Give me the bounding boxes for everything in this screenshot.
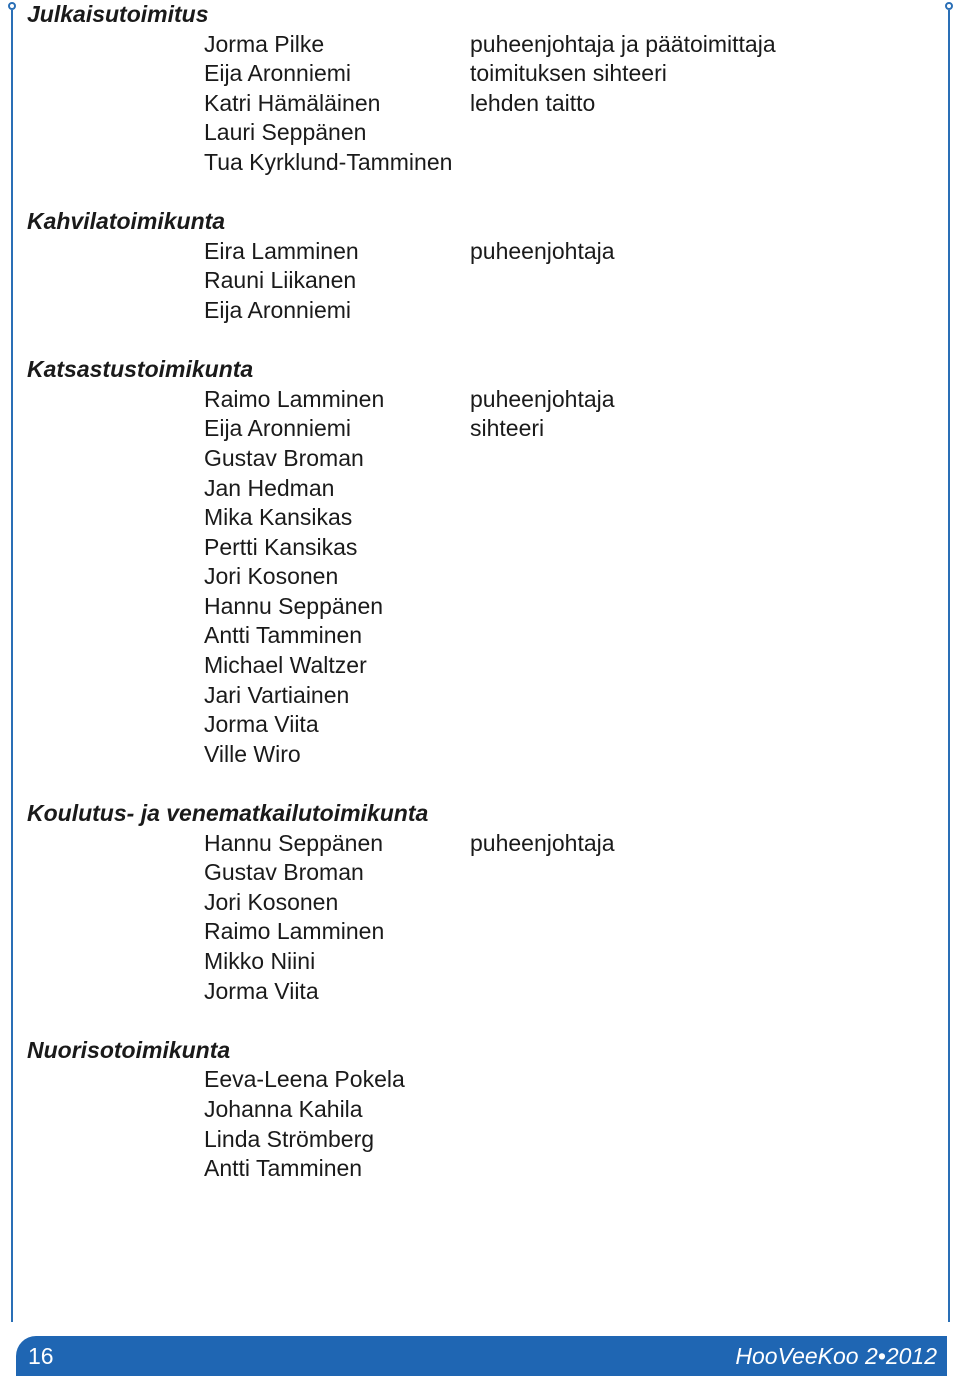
member-name: Eira Lamminen xyxy=(204,237,359,264)
member-role xyxy=(470,947,940,977)
member-name: Raimo Lamminen xyxy=(204,385,385,412)
page-number: 16 xyxy=(28,1343,54,1369)
member-row xyxy=(0,858,940,888)
member-name: Antti Tamminen xyxy=(204,1155,363,1182)
member-name: Gustav Broman xyxy=(204,444,364,471)
member-row xyxy=(0,474,940,504)
member-role xyxy=(470,651,940,681)
member-name: Eija Aronniemi xyxy=(204,60,352,87)
committee-section xyxy=(0,355,940,769)
member-role xyxy=(470,533,940,563)
member-name: Jari Vartiainen xyxy=(204,681,350,708)
member-row xyxy=(0,917,940,947)
member-name: Raimo Lamminen xyxy=(204,918,385,945)
frame-corner-dot-right xyxy=(945,2,953,10)
member-name: Hannu Seppänen xyxy=(204,829,384,856)
member-row xyxy=(0,118,940,148)
member-name: Antti Tamminen xyxy=(204,622,363,649)
member-role: sihteeri xyxy=(470,415,545,442)
member-role xyxy=(470,266,940,296)
member-row xyxy=(0,385,940,415)
member-row xyxy=(0,977,940,1007)
committee-section xyxy=(0,1036,940,1184)
member-role xyxy=(470,503,940,533)
member-role: puheenjohtaja xyxy=(470,385,615,412)
member-name: Jori Kosonen xyxy=(204,888,339,915)
member-role xyxy=(470,1065,940,1095)
member-name: Jori Kosonen xyxy=(204,563,339,590)
member-row xyxy=(0,592,940,622)
member-row xyxy=(0,681,940,711)
member-role xyxy=(470,474,940,504)
member-role: puheenjohtaja ja päätoimittaja xyxy=(470,30,776,57)
member-role xyxy=(470,710,940,740)
member-name: Rauni Liikanen xyxy=(204,267,357,294)
committee-section xyxy=(0,207,940,325)
committee-section xyxy=(0,0,940,178)
member-row xyxy=(0,59,940,89)
member-row xyxy=(0,237,940,267)
committee-title: Nuorisotoimikunta xyxy=(27,1036,231,1063)
member-row xyxy=(0,947,940,977)
member-role xyxy=(470,1095,940,1125)
member-role xyxy=(470,592,940,622)
member-row xyxy=(0,562,940,592)
member-name: Tua Kyrklund-Tamminen xyxy=(204,148,453,175)
member-name: Gustav Broman xyxy=(204,859,364,886)
member-name: Michael Waltzer xyxy=(204,652,367,679)
member-row xyxy=(0,533,940,563)
member-role xyxy=(470,917,940,947)
frame-line-right xyxy=(948,10,950,1322)
committee-title: Kahvilatoimikunta xyxy=(27,208,226,235)
member-role xyxy=(470,621,940,651)
member-row xyxy=(0,503,940,533)
member-name: Mika Kansikas xyxy=(204,504,353,531)
member-role xyxy=(470,296,940,326)
member-row xyxy=(0,710,940,740)
committee-title: Katsastustoimikunta xyxy=(27,356,254,383)
member-role xyxy=(470,444,940,474)
member-role xyxy=(470,562,940,592)
member-name: Eija Aronniemi xyxy=(204,415,352,442)
member-name: Linda Strömberg xyxy=(204,1125,375,1152)
member-row xyxy=(0,444,940,474)
member-name: Jan Hedman xyxy=(204,474,335,501)
member-row xyxy=(0,1125,940,1155)
member-row xyxy=(0,829,940,859)
member-row xyxy=(0,148,940,178)
member-row xyxy=(0,266,940,296)
member-row xyxy=(0,1095,940,1125)
member-name: Johanna Kahila xyxy=(204,1095,363,1122)
member-role xyxy=(470,858,940,888)
member-name: Lauri Seppänen xyxy=(204,119,367,146)
member-role xyxy=(470,148,940,178)
member-role: puheenjohtaja xyxy=(470,829,615,856)
member-row xyxy=(0,1065,940,1095)
member-name: Pertti Kansikas xyxy=(204,533,358,560)
publication-name: HooVeeKoo 2•2012 xyxy=(735,1343,937,1369)
member-name: Eija Aronniemi xyxy=(204,296,352,323)
member-role xyxy=(470,977,940,1007)
member-role: lehden taitto xyxy=(470,89,596,116)
member-row xyxy=(0,30,940,60)
member-row xyxy=(0,621,940,651)
member-role xyxy=(470,118,940,148)
committee-title: Julkaisutoimitus xyxy=(27,1,209,27)
member-name: Jorma Viita xyxy=(204,711,319,738)
member-name: Jorma Pilke xyxy=(204,30,325,57)
member-name: Katri Hämäläinen xyxy=(204,89,381,116)
member-name: Hannu Seppänen xyxy=(204,592,384,619)
member-row xyxy=(0,89,940,119)
member-row xyxy=(0,740,940,770)
committee-title: Koulutus- ja venematkailutoimikunta xyxy=(27,800,429,827)
member-role xyxy=(470,1125,940,1155)
member-name: Eeva-Leena Pokela xyxy=(204,1066,405,1093)
member-name: Mikko Niini xyxy=(204,948,316,974)
member-role xyxy=(470,888,940,918)
member-row xyxy=(0,651,940,681)
member-name: Jorma Viita xyxy=(204,977,319,1004)
committee-section xyxy=(0,799,940,1006)
member-name: Ville Wiro xyxy=(204,740,301,767)
member-row xyxy=(0,1154,940,1184)
member-role xyxy=(470,1154,940,1184)
member-role xyxy=(470,681,940,711)
member-role: toimituksen sihteeri xyxy=(470,60,667,87)
footer-bar xyxy=(16,1336,947,1376)
member-row xyxy=(0,414,940,444)
member-row xyxy=(0,296,940,326)
member-role xyxy=(470,740,940,770)
member-row xyxy=(0,888,940,918)
member-role: puheenjohtaja xyxy=(470,237,615,264)
